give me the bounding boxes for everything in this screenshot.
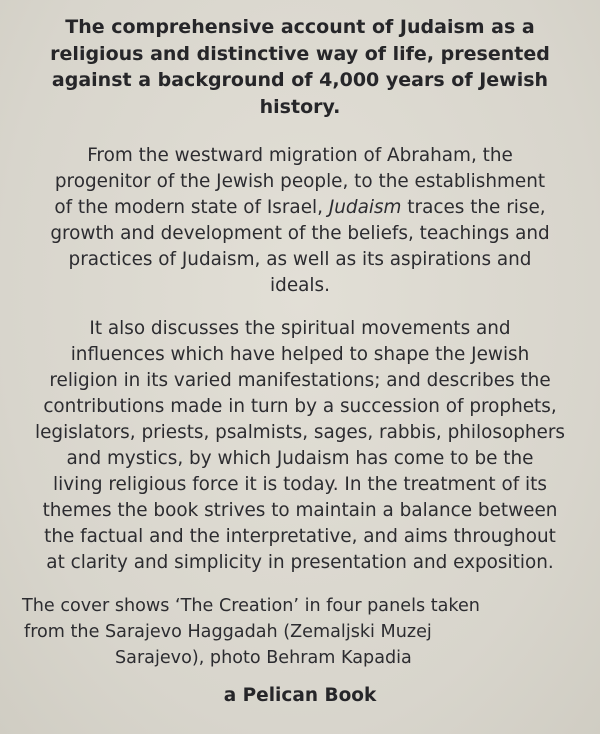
description-line: practices of Judaism, as well as its aspirations and xyxy=(68,249,532,270)
themes-line: and mystics, by which Judaism has come to be the xyxy=(66,448,534,469)
themes-line: legislators, priests, psalmists, sages, rabbis, philosophers xyxy=(34,422,565,443)
themes-line: at clarity and simplicity in presentation and exposition. xyxy=(46,552,554,573)
cover-credit-line: The cover shows ‘The Creation’ in four panels taken xyxy=(22,596,480,616)
intro-line: against a background of 4,000 years of Jewish xyxy=(51,69,549,91)
themes-line: It also discusses the spiritual movements and xyxy=(89,318,511,339)
description-text: traces the rise, xyxy=(401,197,546,218)
publisher-imprint: a Pelican Book xyxy=(223,685,377,706)
themes-line: living religious force it is today. In the treatment of its xyxy=(53,474,547,495)
book-title: Judaism xyxy=(328,197,402,218)
intro-paragraph xyxy=(0,14,600,120)
intro-line: history. xyxy=(259,95,341,118)
themes-line: themes the book strives to maintain a balance between xyxy=(42,500,558,521)
description-line: progenitor of the Jewish people, to the establishment xyxy=(54,171,546,192)
intro-line: The comprehensive account of Judaism as a xyxy=(65,16,535,38)
cover-credit xyxy=(0,593,600,671)
themes-line: the factual and the interpretative, and aims throughout xyxy=(44,526,556,547)
cover-credit-line: Sarajevo), photo Behram Kapadia xyxy=(115,648,412,668)
themes-line: contributions made in turn by a succession of prophets, xyxy=(43,396,557,417)
description-line: From the westward migration of Abraham, the xyxy=(87,145,513,166)
cover-credit-line: from the Sarajevo Haggadah (Zemaljski Muzej xyxy=(24,622,432,642)
themes-paragraph xyxy=(0,316,600,576)
description-line: growth and development of the beliefs, teachings and xyxy=(50,223,550,244)
description-paragraph xyxy=(0,143,600,299)
themes-line: religion in its varied manifestations; and describes the xyxy=(49,370,551,391)
description-text: of the modern state of Israel, xyxy=(54,197,329,218)
description-line xyxy=(0,195,600,221)
themes-line: influences which have helped to shape the Jewish xyxy=(70,344,530,365)
intro-line: religious and distinctive way of life, presented xyxy=(50,42,550,65)
description-line: ideals. xyxy=(270,275,330,296)
